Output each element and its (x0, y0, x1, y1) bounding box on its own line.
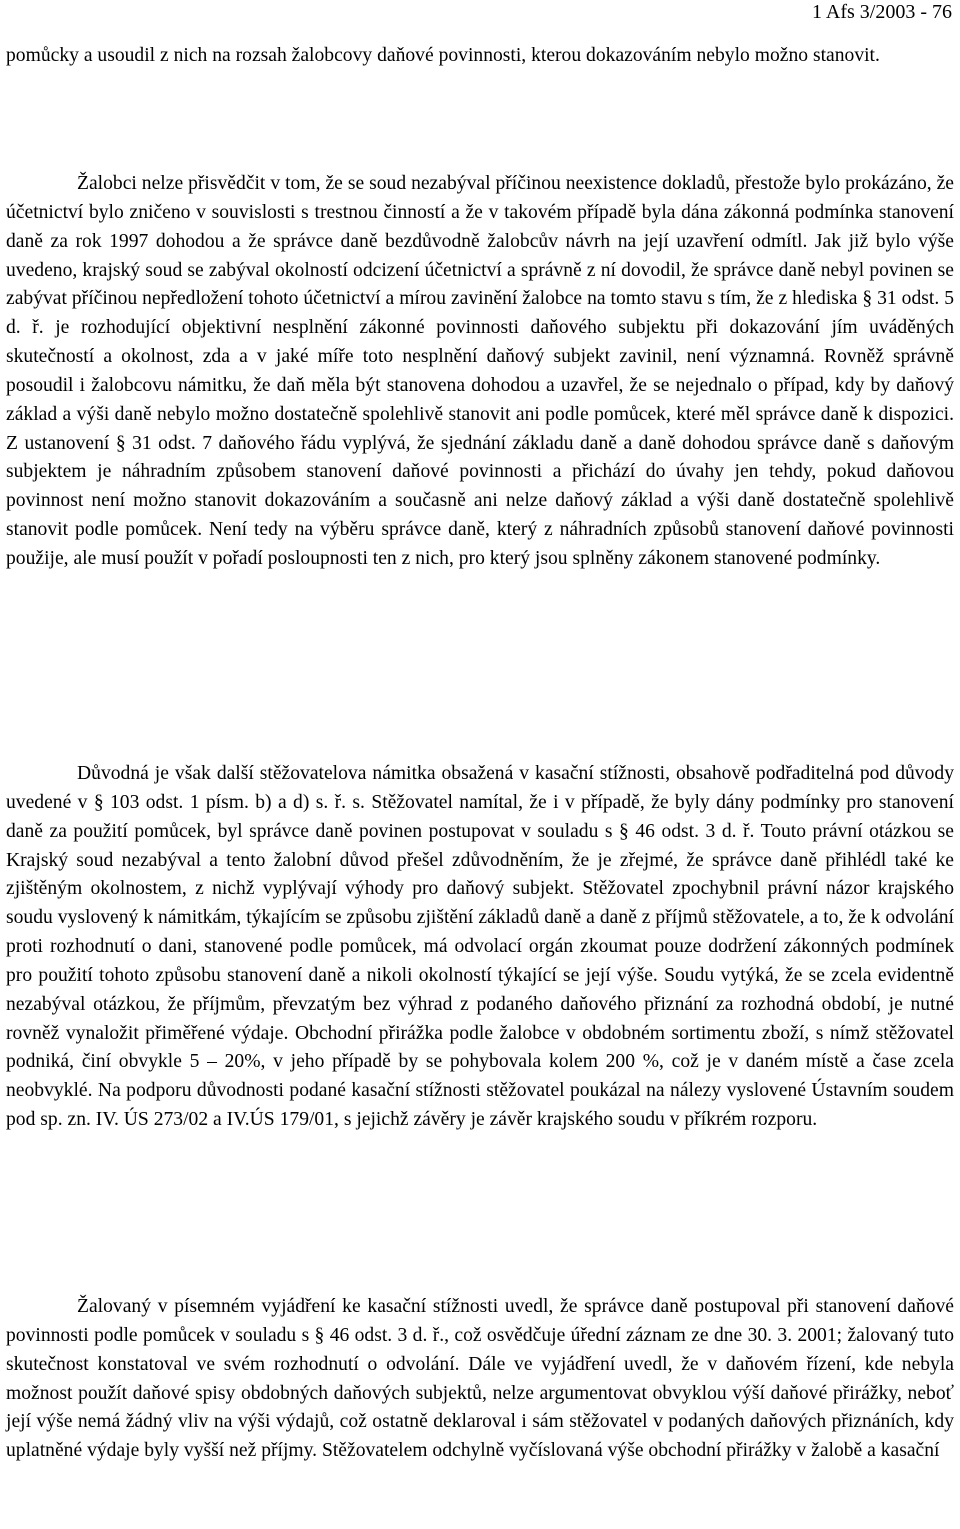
paragraph-defendant-response: Žalovaný v písemném vyjádření ke kasační stížnosti uvedl, že správce daně postupoval při stanovení daňové povinnosti podle pomůcek v souladu s § 46 odst. 3 d. ř., což osvědčuje úřední záznam ze dne 30. 3. 2001; žalovaný tuto skutečnost konstatoval ve svém rozhodnutí o odvolání. Dále ve vyjádření uvedl, že v daňovém řízení, kde nebyla možnost použít daňové spisy obdobných daňových subjektů, nelze argumentovat obvyklou výší daňové přirážky, neboť její výše nemá žádný vliv na výši výdajů, což ostatně deklaroval i sám stěžovatel v podaných daňových přiznáních, kdy uplatněné výdaje byly vyšší než příjmy. Stěžovatelem odchylně vyčíslovaná výše obchodní přirážky v žalobě a kasační (6, 1296, 954, 1462)
paragraph-plaintiff-objection: Žalobci nelze přisvědčit v tom, že se soud nezabýval příčinou neexistence dokladů, přestože bylo prokázáno, že účetnictví bylo zničeno v souvislosti s trestnou činností a že v takovém případě byla dána zákonná podmínka stanovení daně za rok 1997 dohodou a že správce daně bezdůvodně žalobcův návrh na její uzavření odmítl. Jak již bylo výše uvedeno, krajský soud se zabýval okolností odcizení účetnictví a správně z ní dovodil, že správce daně nebyl povinen se zabývat příčinou nepředložení tohoto účetnictví a mírou zavinění žalobce na tomto stavu s tím, že z hlediska § 31 odst. 5 d. ř. je rozhodující objektivní nesplnění zákonné povinnosti daňového subjektu při dokazování jím uváděných skutečností a okolnost, zda a v jaké míře toto nesplnění daňový subjekt zavinil, není významná. Rovněž správně posoudil i žalobcovu námitku, že daň měla být stanovena dohodou a uzavřel, že se nejednalo o případ, kdy by daňový základ a výši daně nebylo možno dostatečně spolehlivě stanovit ani podle pomůcek, které měl správce daně k dispozici. Z ustanovení § 31 odst. 7 daňového řádu vyplývá, že sjednání základu daně a daně dohodou správce daně s daňovým subjektem je náhradním způsobem stanovení daňové povinnosti a přichází do úvahy jen tehdy, pokud daňovou povinnost není možno stanovit dokazováním a současně ani nelze daňový základ a výši daně dostatečně spolehlivě stanovit podle pomůcek. Není tedy na výběru správce daně, který z náhradních způsobů stanovení daňové povinnosti použije, ale musí použít v pořadí posloupnosti ten z nich, pro který jsou splněny zákonem stanovené podmínky. (6, 173, 954, 569)
paragraph-cassation-complaint: Důvodná je však další stěžovatelova námitka obsažená v kasační stížnosti, obsahově podřaditelná pod důvody uvedené v § 103 odst. 1 písm. b) a d) s. ř. s. Stěžovatel namítal, že i v případě, že byly dány podmínky pro stanovení daně za použití pomůcek, byl správce daně povinen postupovat v souladu s § 46 odst. 3 d. ř. Touto právní otázkou se Krajský soud nezabýval a tento žalobní důvod přešel zdůvodněním, že je zřejmé, že správce daně přihlédl také ke zjištěným okolnostem, z nichž vyplývají výhody pro daňový subjekt. Stěžovatel zpochybnil právní názor krajského soudu vyslovený k námitkám, týkajícím se způsobu zjištění základů daně a daně z příjmů stěžovatele, a to, že k odvolání proti rozhodnutí o dani, stanovené podle pomůcek, má odvolací orgán zkoumat pouze dodržení zákonných podmínek pro použití tohoto způsobu stanovení daně a nikoli okolností týkající se její výše. Soudu vytýká, že se zcela evidentně nezabýval otázkou, že příjmům, převzatým bez výhrad z podaného daňového přiznání za rozhodná období, je nutné rovněž vynaložit přiměřené výdaje. Obchodní přirážka podle žalobce v obdobném sortimentu zboží, s nímž stěžovatel podniká, činí obvykle 5 – 20%, v jeho případě by se pohybovala kolem 200 %, což je v daném místě a čase zcela neobvyklé. Na podporu důvodnosti podané kasační stížnosti stěžovatel poukázal na nálezy vyslovené Ústavním soudem pod sp. zn. IV. ÚS 273/02 a IV.ÚS 179/01, s jejichž závěry je závěr krajského soudu v příkrém rozporu. (6, 763, 954, 1131)
paragraph-continuation: pomůcky a usoudil z nich na rozsah žalobcovy daňové povinnosti, kterou dokazováním nebylo možno stanovit. (6, 45, 880, 66)
case-number-header: 1 Afs 3/2003 - 76 (812, 1, 952, 23)
